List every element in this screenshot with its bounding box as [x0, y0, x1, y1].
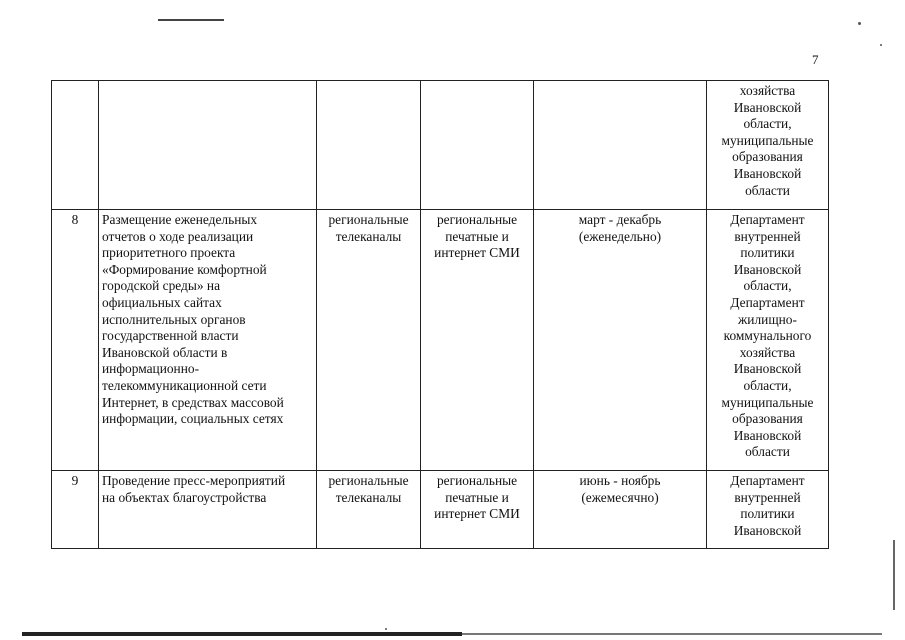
media-plan-table	[51, 80, 829, 549]
print-media	[421, 81, 534, 210]
event-title: Размещение еженедельных отчетов о ходе реализации приоритетного проекта «Формирование комфортной городской среды» на официальных сайтах исполнительных органов государственной власти Ивановской области в информационно- телекоммуникационной сети Интернет, в средствах массовой информации, социальных сетях	[99, 210, 317, 471]
print-media: региональные печатные и интернет СМИ	[421, 471, 534, 549]
row-number: 8	[52, 210, 99, 471]
responsible: Департамент внутренней политики Ивановской области, Департамент жилищно- коммунального хозяйства Ивановской области, муниципальные образования Ивановской области	[707, 210, 829, 471]
print-media: региональные печатные и интернет СМИ	[421, 210, 534, 471]
tv-channels	[317, 81, 421, 210]
row-number: 9	[52, 471, 99, 549]
scan-speck	[880, 44, 882, 46]
scan-edge-mark	[893, 540, 895, 610]
table-row	[52, 210, 829, 471]
scan-speck	[385, 628, 387, 630]
responsible: Департамент внутренней политики Ивановской	[707, 471, 829, 549]
table-row	[52, 81, 829, 210]
page-number: 7	[812, 52, 819, 67]
row-number	[52, 81, 99, 210]
period: июнь - ноябрь (ежемесячно)	[534, 471, 707, 549]
period: март - декабрь (еженедельно)	[534, 210, 707, 471]
event-title: Проведение пресс-мероприятий на объектах благоустройства	[99, 471, 317, 549]
responsible: хозяйства Ивановской области, муниципальные образования Ивановской области	[707, 81, 829, 210]
scan-shadow-bottom	[462, 633, 882, 635]
scan-speck	[858, 22, 861, 25]
scan-shadow-bottom	[22, 632, 462, 636]
tv-channels: региональные телеканалы	[317, 210, 421, 471]
scan-mark-top	[158, 19, 224, 21]
tv-channels: региональные телеканалы	[317, 471, 421, 549]
period	[534, 81, 707, 210]
event-title	[99, 81, 317, 210]
table-row	[52, 471, 829, 549]
